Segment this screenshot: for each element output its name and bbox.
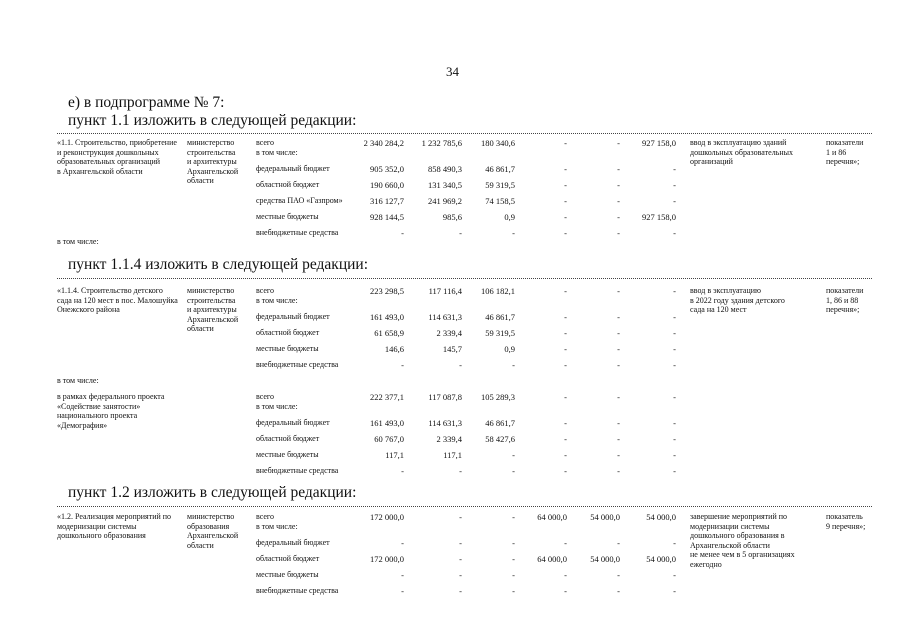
expected-result: ввод в эксплуатацию зданий [690,138,787,147]
cell-value: 190 660,0 [370,180,404,190]
note-text: в том числе: [57,376,99,385]
expected-result: ежегодно [690,560,722,569]
activity-name: «Демография» [57,420,108,430]
executor: и архитектуры [187,157,237,167]
section-heading-1-2: пункт 1.2 изложить в следующей редакции: [68,484,357,501]
cell-value: 117 116,4 [428,286,462,296]
cell-value: 0,9 [504,344,515,354]
cell-value: 1 232 785,6 [421,138,462,148]
cell-value: - [401,570,404,580]
cell-value: 928 144,5 [370,212,404,222]
cell-value: 2 339,4 [436,328,462,338]
cell-value: - [512,360,515,370]
cell-value: - [564,344,567,354]
cell-value: - [512,450,515,460]
indicator-ref: перечня»; [826,305,860,315]
cell-value: 106 182,1 [481,286,515,296]
cell-value: - [673,570,676,580]
cell-value: - [564,466,567,476]
cell-value: - [617,138,620,148]
cell-value: - [617,360,620,370]
cell-value: - [459,512,462,522]
funding-source: в том числе: [256,147,298,157]
funding-source: всего [256,512,275,521]
cell-value: 46 861,7 [485,418,515,428]
cell-value: - [512,466,515,476]
cell-value: - [564,570,567,580]
expected-result: в 2022 году здания детского [690,295,785,305]
cell-value: 54 000,0 [590,554,620,564]
cell-value: - [459,228,462,238]
cell-value: - [673,466,676,476]
cell-value: - [564,212,567,222]
cell-value: 0,9 [504,212,515,222]
cell-value: - [401,466,404,476]
activity-name: «1.1. Строительство, приобретение [57,138,177,147]
cell-value: - [673,360,676,370]
section-heading-1-1: пункт 1.1 изложить в следующей редакции: [68,112,357,129]
cell-value: 2 339,4 [436,434,462,444]
activity-name: в рамках федерального проекта [57,392,165,401]
separator-line [57,506,872,507]
cell-value: - [564,434,567,444]
activity-name: «Содействие занятости» [57,401,141,411]
executor: Архангельской [187,166,239,176]
cell-value: - [673,586,676,596]
cell-value: - [673,164,676,174]
cell-value: - [459,570,462,580]
cell-value: 223 298,5 [370,286,404,296]
expected-result: Архангельской области [690,540,770,550]
expected-result: организаций [690,157,733,167]
cell-value: - [673,328,676,338]
cell-value: - [617,586,620,596]
expected-result: ввод в эксплуатацию [690,286,761,295]
cell-value: - [564,164,567,174]
indicator-ref: 1 и 86 [826,147,847,157]
cell-value: - [401,228,404,238]
cell-value: - [673,418,676,428]
executor: Архангельской [187,314,239,324]
executor: области [187,324,214,334]
cell-value: - [617,570,620,580]
cell-value: 927 158,0 [642,138,676,148]
cell-value: 985,6 [442,212,462,222]
funding-source: федеральный бюджет [256,164,330,173]
cell-value: 46 861,7 [485,312,515,322]
cell-value: - [512,538,515,548]
cell-value: 114 631,3 [428,418,462,428]
cell-value: 117,1 [443,450,462,460]
cell-value: - [617,538,620,548]
activity-name: образовательных организаций [57,157,161,167]
cell-value: - [673,180,676,190]
cell-value: - [673,392,676,402]
cell-value: - [673,228,676,238]
cell-value: - [401,360,404,370]
cell-value: - [564,180,567,190]
activity-name: дошкольного образования [57,531,146,541]
cell-value: - [564,392,567,402]
executor: Архангельской [187,531,239,541]
funding-source: внебюджетные средства [256,360,339,369]
cell-value: - [673,312,676,322]
cell-value: - [617,344,620,354]
expected-result: сада на 120 мест [690,305,747,315]
cell-value: 172 000,0 [370,554,404,564]
cell-value: 114 631,3 [428,312,462,322]
cell-value: 2 340 284,2 [363,138,404,148]
funding-source: областной бюджет [256,328,320,337]
cell-value: - [617,418,620,428]
cell-value: - [512,570,515,580]
cell-value: - [401,586,404,596]
cell-value: - [564,286,567,296]
funding-source: федеральный бюджет [256,418,330,427]
cell-value: - [617,450,620,460]
expected-result: завершение мероприятий по [690,512,788,521]
funding-source: местные бюджеты [256,570,319,579]
indicator-ref: показатели [826,138,864,147]
cell-value: 64 000,0 [537,512,567,522]
cell-value: 105 289,3 [481,392,515,402]
funding-source: внебюджетные средства [256,466,339,475]
executor: министерство [187,512,235,521]
cell-value: 316 127,7 [370,196,404,206]
funding-source: федеральный бюджет [256,538,330,547]
cell-value: - [617,328,620,338]
cell-value: 145,7 [442,344,462,354]
funding-source: областной бюджет [256,554,320,563]
cell-value: 61 658,9 [374,328,404,338]
cell-value: - [401,538,404,548]
activity-name: «1.2. Реализация мероприятий по [57,512,172,521]
cell-value: - [564,418,567,428]
cell-value: - [564,450,567,460]
section-heading-1-1-4: пункт 1.1.4 изложить в следующей редакции: [68,256,369,273]
cell-value: 59 319,5 [485,180,515,190]
cell-value: - [673,434,676,444]
cell-value: - [512,512,515,522]
expected-result: дошкольного образования в [690,531,785,541]
activity-name: «1.1.4. Строительство детского [57,286,163,295]
cell-value: 146,6 [384,344,404,354]
cell-value: - [512,228,515,238]
cell-value: - [673,196,676,206]
expected-result: не менее чем в 5 организациях [690,550,795,560]
indicator-ref: 1, 86 и 88 [826,295,859,305]
cell-value: 222 377,1 [370,392,404,402]
cell-value: 117 087,8 [428,392,462,402]
cell-value: - [617,212,620,222]
cell-value: - [673,286,676,296]
funding-source: в том числе: [256,521,298,531]
executor: области [187,176,214,186]
activity-name: в Архангельской области [57,166,143,176]
separator-line [57,133,872,134]
executor: министерство [187,286,235,295]
indicator-ref: перечня»; [826,157,860,167]
indicator-ref: показатели [826,286,864,295]
cell-value: - [617,196,620,206]
funding-source: федеральный бюджет [256,312,330,321]
funding-source: в том числе: [256,401,298,411]
funding-source: областной бюджет [256,180,320,189]
executor: образования [187,521,230,531]
cell-value: - [459,586,462,596]
funding-source: всего [256,138,275,147]
executor: и архитектуры [187,305,237,315]
cell-value: 241 969,2 [428,196,462,206]
cell-value: - [673,450,676,460]
cell-value: - [459,360,462,370]
indicator-ref: 9 перечня»; [826,521,866,531]
cell-value: 54 000,0 [646,554,676,564]
cell-value: - [459,538,462,548]
separator-line [57,278,872,279]
funding-source: внебюджетные средства [256,586,339,595]
funding-source: местные бюджеты [256,344,319,353]
cell-value: 74 158,5 [485,196,515,206]
executor: области [187,540,214,550]
cell-value: - [564,228,567,238]
funding-source: областной бюджет [256,434,320,443]
cell-value: - [512,554,515,564]
page-number: 34 [446,64,459,79]
cell-value: 54 000,0 [590,512,620,522]
funding-source: местные бюджеты [256,450,319,459]
cell-value: - [617,164,620,174]
cell-value: 60 767,0 [374,434,404,444]
cell-value: - [564,312,567,322]
cell-value: 54 000,0 [646,512,676,522]
funding-source: внебюджетные средства [256,228,339,237]
cell-value: - [673,538,676,548]
cell-value: 161 493,0 [370,312,404,322]
cell-value: - [564,138,567,148]
note-text: в том числе: [57,237,99,246]
funding-source: всего [256,286,275,295]
activity-name: сада на 120 мест в пос. Малошуйка [57,295,178,305]
cell-value: 180 340,6 [481,138,515,148]
cell-value: - [617,312,620,322]
activity-name: и реконструкция дошкольных [57,147,159,157]
executor: министерство [187,138,235,147]
cell-value: - [564,586,567,596]
cell-value: 131 340,5 [428,180,462,190]
activity-name: модернизации системы [57,521,137,531]
funding-source: местные бюджеты [256,212,319,221]
cell-value: - [459,554,462,564]
cell-value: - [617,392,620,402]
cell-value: 161 493,0 [370,418,404,428]
cell-value: - [673,344,676,354]
indicator-ref: показатель [826,512,863,521]
cell-value: - [564,328,567,338]
cell-value: - [617,434,620,444]
funding-source: всего [256,392,275,401]
subprogram-heading: е) в подпрограмме № 7: [68,94,225,111]
cell-value: 905 352,0 [370,164,404,174]
cell-value: 172 000,0 [370,512,404,522]
cell-value: - [459,466,462,476]
cell-value: 117,1 [385,450,404,460]
expected-result: модернизации системы [690,521,770,531]
activity-name: национального проекта [57,411,138,421]
funding-source: средства ПАО «Газпром» [256,196,343,205]
funding-source: в том числе: [256,295,298,305]
expected-result: дошкольных образовательных [690,147,793,157]
cell-value: - [564,538,567,548]
cell-value: - [564,196,567,206]
cell-value: 46 861,7 [485,164,515,174]
cell-value: 59 319,5 [485,328,515,338]
cell-value: 58 427,6 [485,434,515,444]
cell-value: 927 158,0 [642,212,676,222]
cell-value: - [617,180,620,190]
cell-value: 858 490,3 [428,164,462,174]
cell-value: - [617,466,620,476]
cell-value: - [564,360,567,370]
executor: строительства [187,295,236,305]
cell-value: 64 000,0 [537,554,567,564]
cell-value: - [617,286,620,296]
executor: строительства [187,147,236,157]
cell-value: - [512,586,515,596]
activity-name: Онежского района [57,305,120,315]
cell-value: - [617,228,620,238]
